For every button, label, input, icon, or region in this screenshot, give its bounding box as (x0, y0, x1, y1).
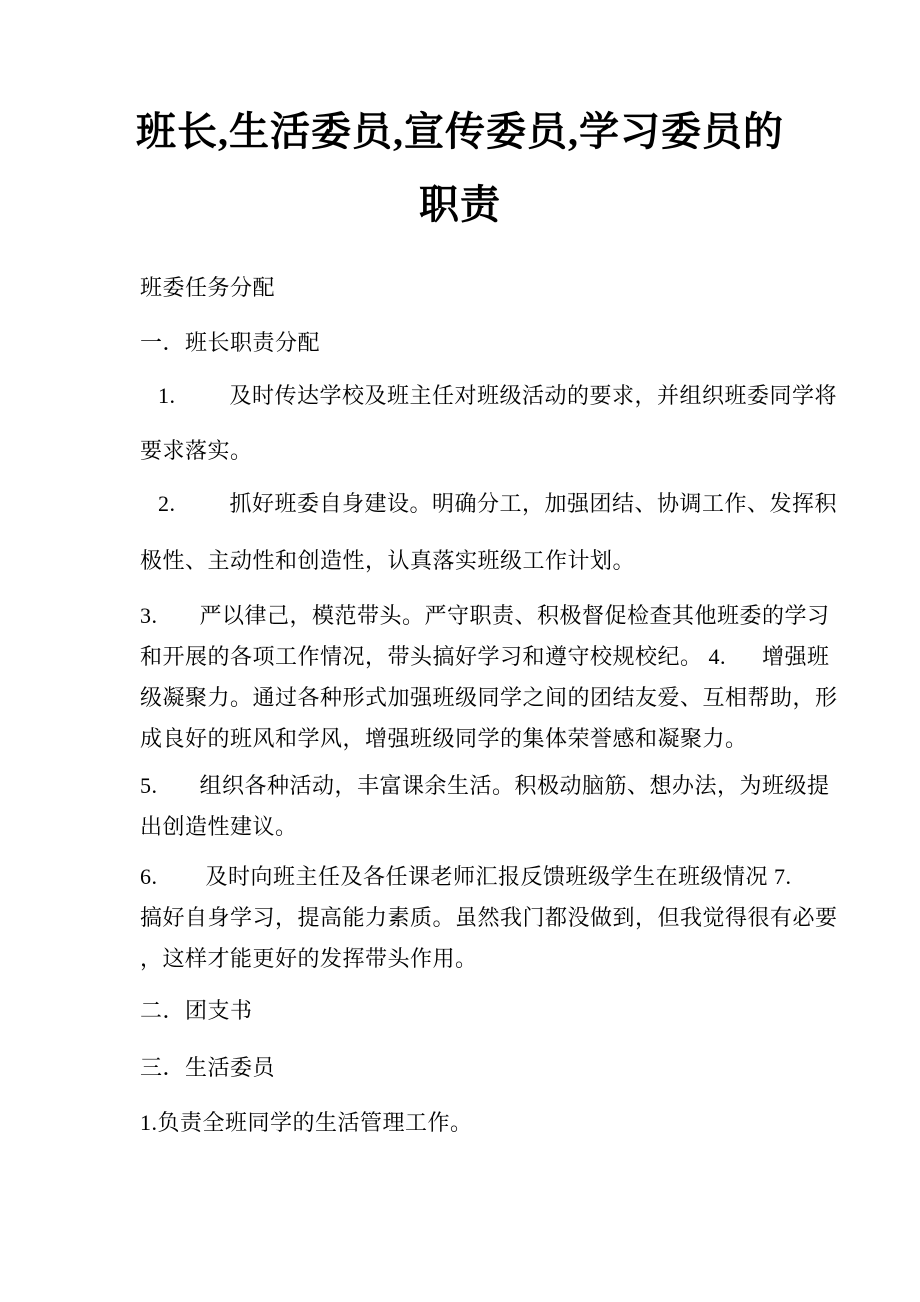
body-line-item3-b: 和开展的各项工作情况，带头搞好学习和遵守校规校纪。 4. 增强班 (140, 644, 830, 669)
body-line-item6-a: 6. 及时向班主任及各任课老师汇报反馈班级学生在班级情况 7. (140, 864, 792, 889)
body-line-item1-a: 1. 及时传达学校及班主任对班级活动的要求，并组织班委同学将 (140, 383, 838, 408)
body-line-item1-b: 要求落实。 (140, 438, 253, 463)
body-line-item7-b: ，这样才能更好的发挥带头作用。 (140, 946, 478, 971)
body-line-item5-a: 5. 组织各种活动，丰富课余生活。积极动脑筋、想办法，为班级提 (140, 773, 830, 798)
body-line-section-2: 二．团支书 (140, 998, 253, 1023)
document-title-line-2: 职责 (419, 182, 501, 227)
body-line-item2-b: 极性、主动性和创造性，认真落实班级工作计划。 (140, 548, 636, 573)
body-line-item7-a: 搞好自身学习，提高能力素质。虽然我门都没做到，但我觉得很有必要 (140, 905, 838, 930)
body-line-item2-a: 2. 抓好班委自身建设。明确分工，加强团结、协调工作、发挥积 (140, 491, 838, 516)
body-line-section-1: 一．班长职责分配 (140, 330, 321, 355)
body-line-life-duty-1: 1.负责全班同学的生活管理工作。 (140, 1110, 473, 1135)
body-line-item4-a: 级凝聚力。通过各种形式加强班级同学之间的团结友爱、互相帮助，形 (140, 685, 838, 710)
document-title-line-1: 班长,生活委员,宣传委员,学习委员的 (136, 109, 784, 154)
body-line-item3-a: 3. 严以律己，模范带头。严守职责、积极督促检查其他班委的学习 (140, 603, 830, 628)
body-line-item5-b: 出创造性建议。 (140, 814, 298, 839)
body-line-section-3: 三．生活委员 (140, 1055, 276, 1080)
body-line-item4-b: 成良好的班风和学风，增强班级同学的集体荣誉感和凝聚力。 (140, 726, 748, 751)
body-line-heading-tasks: 班委任务分配 (140, 275, 276, 300)
